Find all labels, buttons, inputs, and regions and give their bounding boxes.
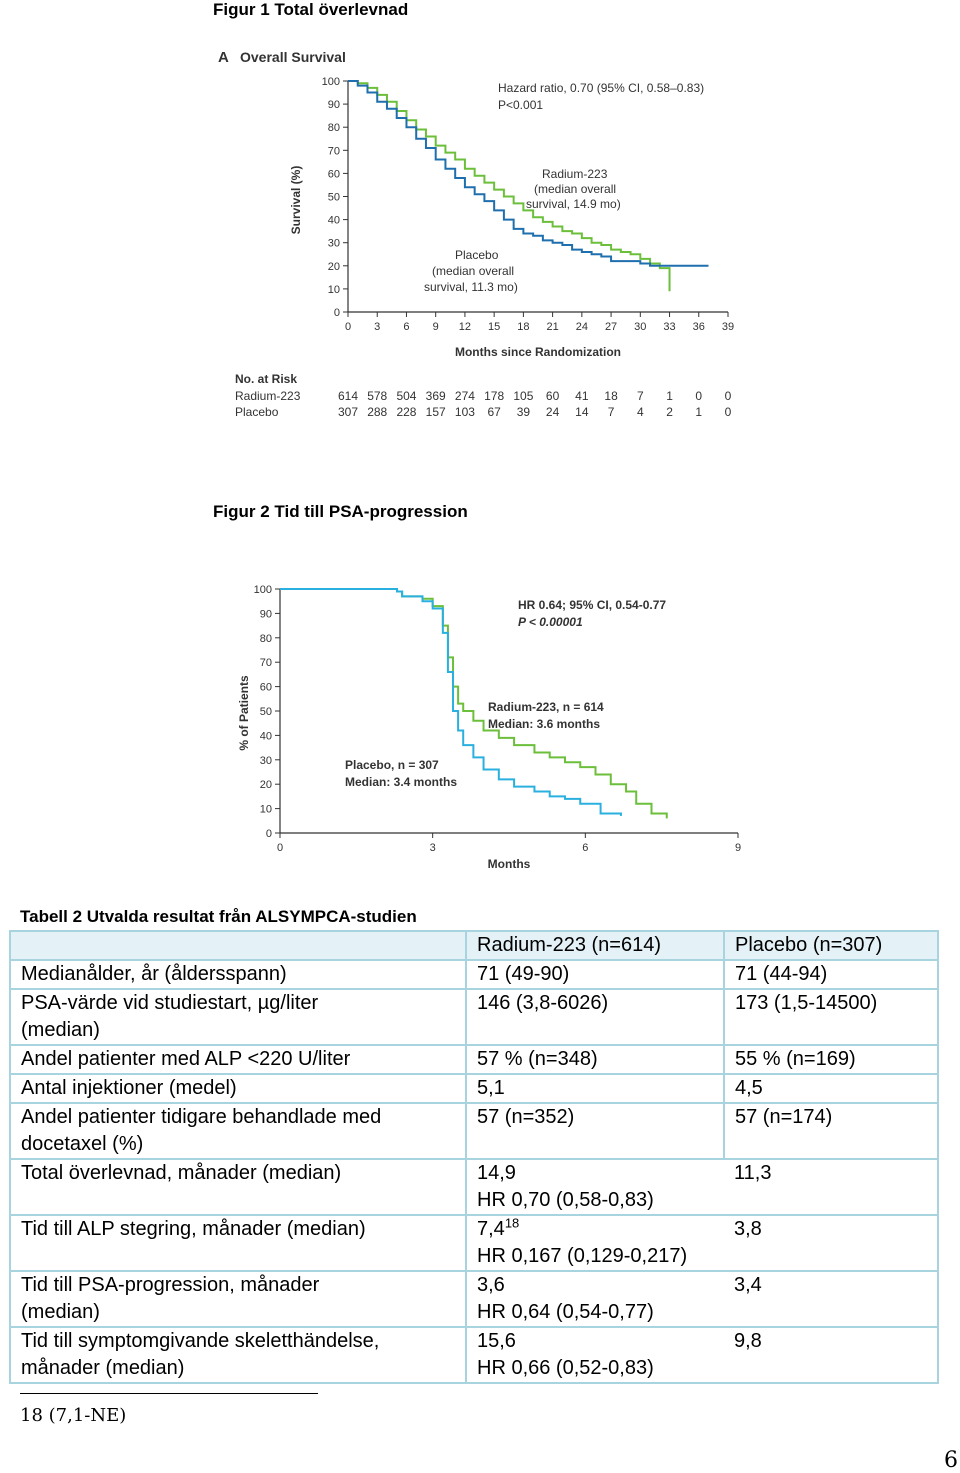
x-tick-label: 39 [721, 321, 735, 333]
x-tick-label: 33 [663, 321, 676, 333]
header-cell [466, 931, 724, 960]
table-title: Tabell 2 Utvalda resultat från ALSYMPCA-studien [20, 907, 417, 926]
x-tick-label: 18 [517, 321, 530, 333]
row-label-line: docetaxel (%) [21, 1133, 144, 1155]
radium-value-line: $7,4^{18}$ [477, 1215, 520, 1240]
placebo-value [724, 1327, 938, 1383]
placebo-value [724, 1159, 938, 1215]
at-risk-value: 1 [666, 389, 673, 403]
y-tick-label: 90 [259, 608, 272, 621]
x-tick-label: 24 [575, 321, 588, 333]
table-row [10, 1103, 938, 1159]
table-row [10, 1215, 938, 1271]
table-row [10, 1159, 938, 1215]
y-tick-label: 50 [259, 706, 272, 718]
radium-value [466, 1074, 724, 1103]
at-risk-placebo-label: Placebo [235, 405, 279, 419]
radium-value-line: 5,1 [477, 1077, 505, 1099]
y-tick-label: 60 [327, 168, 340, 181]
at-risk-value: 18 [604, 389, 618, 403]
at-risk-value: 39 [516, 405, 531, 419]
placebo-value [724, 1045, 938, 1074]
psa-progression-chart [230, 575, 750, 880]
radium-value-line: 14,9 [477, 1162, 516, 1184]
row-label-line: Total överlevnad, månader (median) [21, 1162, 342, 1184]
y-axis-label: Survival (%) [289, 165, 303, 235]
radium-value-line: 15,6 [477, 1330, 516, 1352]
radium-value [466, 989, 724, 1045]
x-tick-label: 3 [374, 321, 381, 333]
placebo-label-2: Median: 3.4 months [345, 775, 458, 789]
y-tick-label: 100 [321, 76, 340, 88]
radium-value-line: HR 0,167 (0,129-0,217) [477, 1245, 688, 1267]
panel-label: A [218, 49, 229, 66]
placebo-value [724, 1215, 938, 1271]
overall-survival-chart [200, 40, 760, 430]
y-tick-label: 40 [327, 214, 340, 227]
radium-value [466, 1103, 724, 1159]
at-risk-value: 67 [487, 405, 501, 419]
radium-value-line: 57 % (n=348) [477, 1048, 598, 1070]
x-tick-label: 9 [432, 321, 439, 333]
radium-value-line: 71 (49-90) [477, 963, 570, 985]
series-line-radium-223 [280, 589, 667, 818]
row-label [10, 1271, 466, 1327]
at-risk-value: 41 [575, 389, 589, 403]
footnote-divider [20, 1393, 318, 1394]
row-label [10, 1215, 466, 1271]
y-tick-label: 70 [259, 657, 272, 670]
placebo-label-1: Placebo [455, 248, 499, 262]
figure-2-caption: Figur 2 Tid till PSA-progression [213, 502, 468, 521]
radium-label-1: Radium-223, n = 614 [488, 700, 604, 714]
row-label-line: Andel patienter med ALP <220 U/liter [21, 1048, 351, 1070]
x-tick-label: 30 [634, 321, 647, 333]
row-label [10, 1074, 466, 1103]
at-risk-value: 157 [425, 405, 446, 419]
p-value-note: P < 0.00001 [518, 615, 583, 629]
row-label [10, 1159, 466, 1215]
x-axis-label: Months since Randomization [454, 345, 622, 359]
y-tick-label: 20 [259, 779, 272, 792]
row-label-line: Tid till PSA-progression, månader [21, 1274, 320, 1296]
row-label-line: månader (median) [21, 1357, 185, 1379]
row-label-line: Antal injektioner (medel) [21, 1077, 237, 1099]
y-tick-label: 80 [259, 632, 272, 645]
row-label [10, 989, 466, 1045]
at-risk-value: 0 [695, 389, 703, 403]
y-tick-label: 90 [327, 99, 340, 112]
row-label-line: Tid till symptomgivande skeletthändelse, [21, 1330, 380, 1352]
x-tick-label: 21 [546, 321, 559, 333]
placebo-value [724, 960, 938, 989]
at-risk-radium-label: Radium-223 [235, 389, 301, 403]
at-risk-value: 1 [695, 405, 703, 419]
at-risk-value: 288 [367, 405, 388, 419]
y-tick-label: 10 [259, 803, 272, 816]
x-tick-label: 27 [604, 321, 618, 333]
row-label-line: (median) [21, 1019, 100, 1041]
placebo-value-line: 3,8 [734, 1218, 762, 1240]
x-tick-label: 15 [488, 321, 501, 333]
header-cell-line: Radium-223 (n=614) [477, 934, 661, 956]
radium-label-2: Median: 3.6 months [488, 717, 601, 731]
at-risk-value: 578 [367, 389, 388, 403]
y-tick-label: 0 [265, 828, 272, 840]
placebo-value [724, 1271, 938, 1327]
radium-value [466, 1327, 724, 1383]
results-table [9, 930, 939, 1384]
header-cell [724, 931, 938, 960]
y-axis-label: % of Patients [237, 675, 251, 751]
figure-1-caption: Figur 1 Total överlevnad [213, 0, 409, 19]
placebo-value-line: 57 (n=174) [735, 1106, 833, 1128]
placebo-value-line: 9,8 [734, 1330, 762, 1352]
placebo-label-3: survival, 11.3 mo) [424, 280, 518, 294]
placebo-value-line: 3,4 [734, 1274, 762, 1296]
row-label-line: (median) [21, 1301, 100, 1323]
placebo-value-line: 11,3 [734, 1162, 772, 1184]
y-tick-label: 0 [333, 307, 340, 319]
footnote: 18 (7,1-NE) [20, 1405, 127, 1426]
y-tick-label: 40 [259, 730, 272, 743]
row-label [10, 1327, 466, 1383]
at-risk-value: 0 [724, 405, 732, 419]
y-tick-label: 10 [327, 283, 340, 296]
radium-label-3: survival, 14.9 mo) [526, 197, 621, 211]
y-tick-label: 30 [259, 754, 272, 767]
placebo-value [724, 1103, 938, 1159]
p-value-note: P<0.001 [498, 98, 544, 112]
row-label-line: Medianålder, år (åldersspann) [21, 963, 287, 985]
footnote-ref: 18 [504, 1215, 520, 1231]
y-tick-label: 60 [259, 681, 272, 694]
radium-value [466, 1045, 724, 1074]
placebo-value-line: 173 (1,5-14500) [735, 992, 878, 1014]
at-risk-value: 274 [454, 389, 475, 403]
x-tick-label: 12 [458, 321, 472, 333]
y-tick-label: 80 [327, 122, 340, 135]
placebo-value-line: 4,5 [735, 1077, 763, 1099]
table-row [10, 1045, 938, 1074]
at-risk-value: 103 [454, 405, 475, 419]
table-row [10, 989, 938, 1045]
placebo-value [724, 989, 938, 1045]
radium-value [466, 960, 724, 989]
at-risk-value: 24 [545, 405, 560, 419]
at-risk-value: 178 [484, 389, 505, 403]
x-tick-label: 6 [582, 842, 589, 854]
table-row [10, 1327, 938, 1383]
at-risk-value: 7 [607, 405, 615, 419]
y-tick-label: 70 [327, 145, 340, 158]
radium-value [466, 1159, 724, 1215]
y-tick-label: 100 [253, 584, 272, 596]
at-risk-value: 2 [666, 405, 673, 419]
header-cell-line: Placebo (n=307) [735, 934, 883, 956]
at-risk-value: 105 [513, 389, 534, 403]
placebo-label-1: Placebo, n = 307 [345, 758, 439, 772]
chart-title: Overall Survival [240, 49, 346, 65]
row-label-line: PSA-värde vid studiestart, µg/liter [21, 992, 319, 1014]
y-tick-label: 20 [327, 260, 340, 273]
at-risk-value: 0 [724, 389, 732, 403]
at-risk-value: 307 [337, 405, 359, 419]
table-row [10, 960, 938, 989]
radium-value-line: HR 0,70 (0,58-0,83) [477, 1189, 654, 1211]
at-risk-title: No. at Risk [235, 372, 298, 386]
x-tick-label: 6 [403, 321, 410, 333]
x-axis-label: Months [487, 857, 531, 871]
at-risk-value: 7 [636, 389, 644, 403]
at-risk-value: 60 [545, 389, 560, 403]
table-row [10, 1074, 938, 1103]
radium-value [466, 1271, 724, 1327]
at-risk-value: 504 [396, 389, 417, 403]
placebo-value-line: 55 % (n=169) [735, 1048, 856, 1070]
placebo-value-line: 71 (44-94) [735, 963, 828, 985]
x-tick-label: 9 [734, 842, 742, 854]
placebo-label-2: (median overall [432, 264, 515, 278]
at-risk-value: 228 [396, 405, 417, 419]
row-label-line: Andel patienter tidigare behandlade med [21, 1106, 382, 1128]
radium-value-line: 146 (3,8-6026) [477, 992, 609, 1014]
page-number: 6 [944, 1448, 958, 1473]
radium-value-line: 3,6 [477, 1274, 505, 1296]
y-tick-label: 50 [327, 191, 340, 204]
radium-label-1: Radium-223 [542, 167, 608, 181]
row-label [10, 1045, 466, 1074]
x-tick-label: 3 [429, 842, 436, 854]
radium-value-line: HR 0,64 (0,54-0,77) [477, 1301, 654, 1323]
header-cell [10, 931, 466, 960]
x-tick-label: 0 [344, 321, 352, 333]
hazard-ratio-note: Hazard ratio, 0.70 (95% CI, 0.58–0.83) [498, 81, 705, 95]
at-risk-value: 369 [425, 389, 446, 403]
y-tick-label: 30 [327, 237, 340, 250]
row-label [10, 1103, 466, 1159]
radium-value-line: 57 (n=352) [477, 1106, 575, 1128]
x-tick-label: 36 [692, 321, 705, 333]
radium-label-2: (median overall [534, 182, 617, 196]
row-label-line: Tid till ALP stegring, månader (median) [21, 1218, 366, 1240]
radium-value-line: HR 0,66 (0,52-0,83) [477, 1357, 654, 1379]
placebo-value [724, 1074, 938, 1103]
table-row [10, 1271, 938, 1327]
x-tick-label: 0 [276, 842, 284, 854]
radium-value [466, 1215, 724, 1271]
at-risk-value: 614 [337, 389, 359, 403]
hr-note: HR 0.64; 95% CI, 0.54-0.77 [518, 598, 667, 612]
row-label [10, 960, 466, 989]
table-header-row [10, 931, 938, 960]
at-risk-value: 14 [575, 405, 589, 419]
at-risk-value: 4 [636, 405, 644, 419]
